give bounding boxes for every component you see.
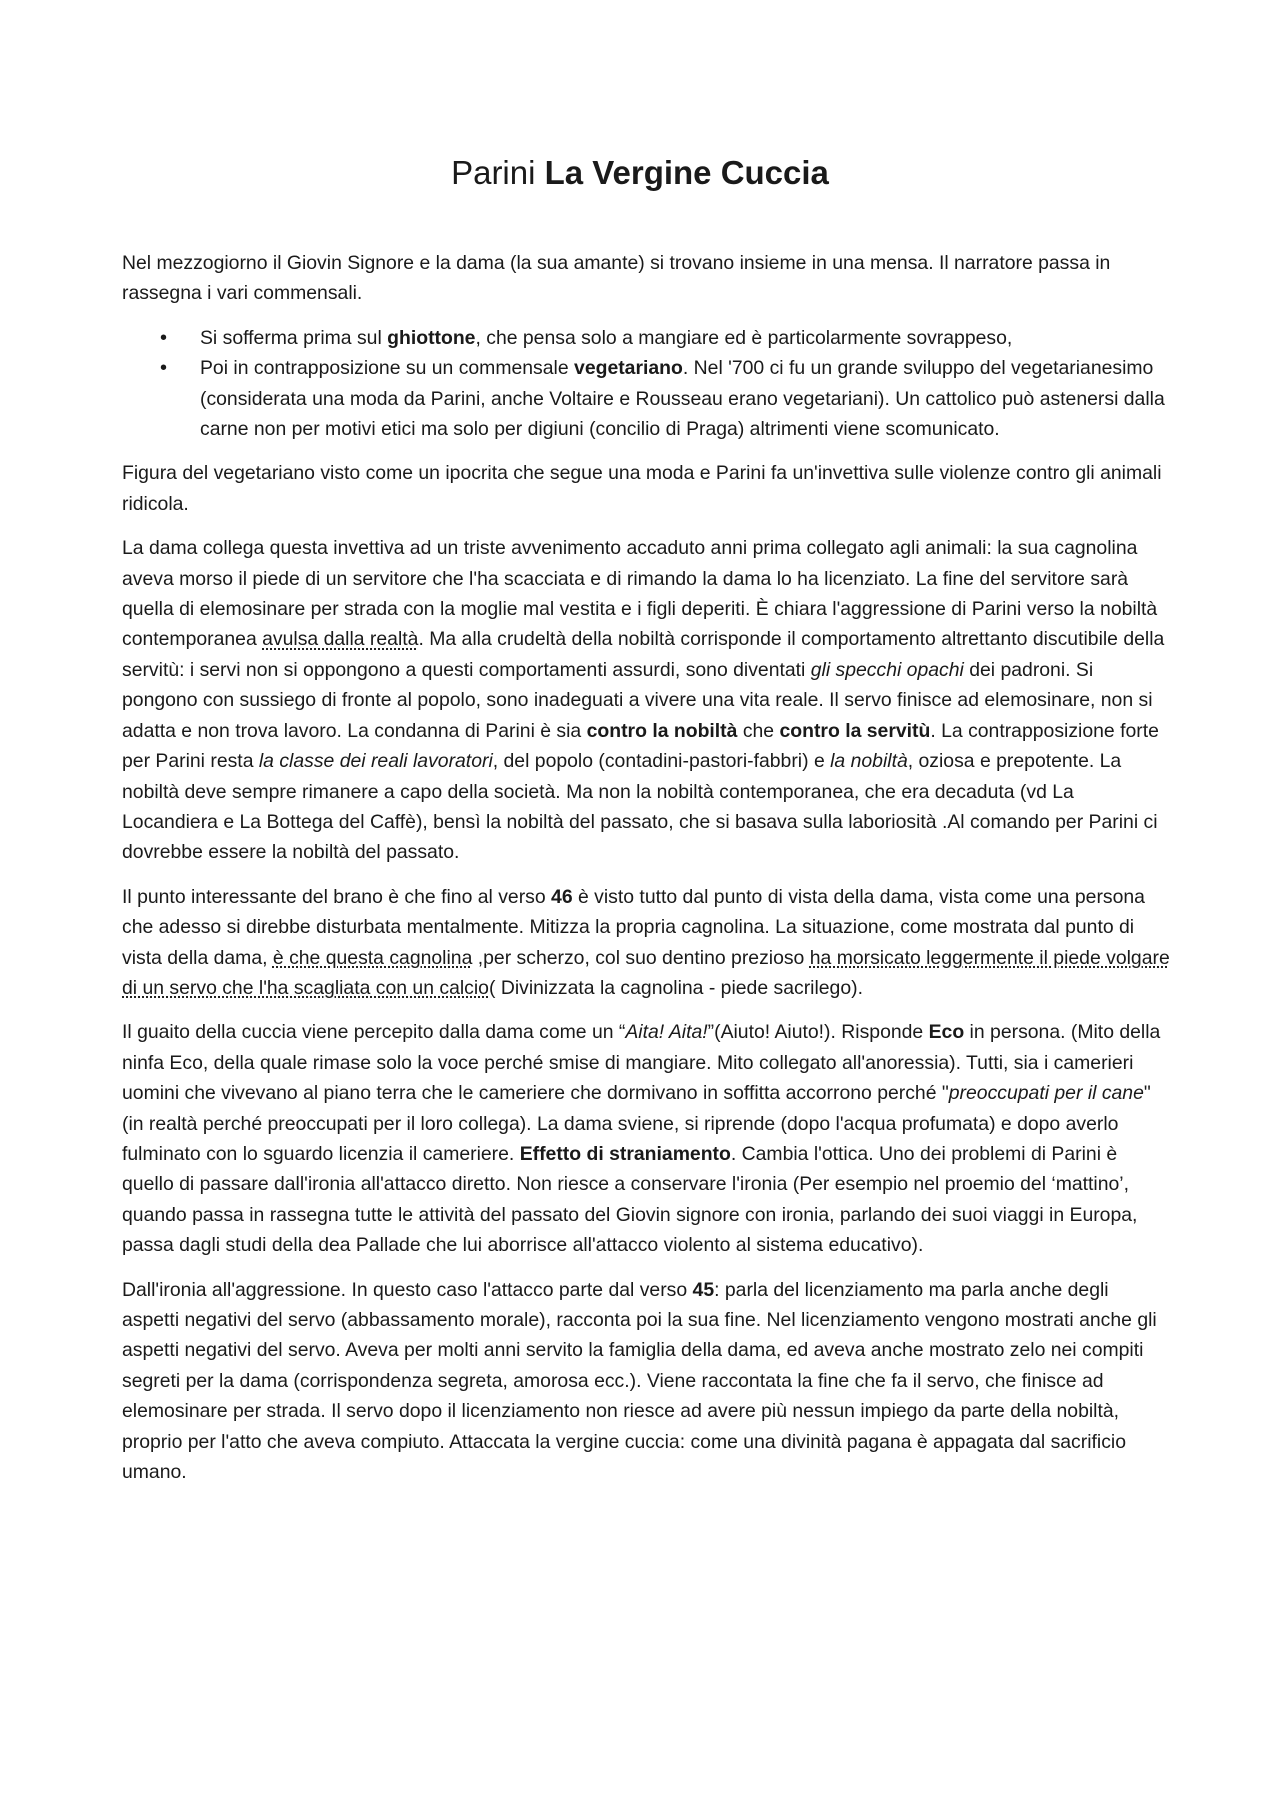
p3-italic: la classe dei reali lavoratori: [258, 750, 493, 773]
bullet-list: [122, 323, 1170, 445]
paragraph-3: [122, 533, 1170, 867]
bullet-bold: vegetariano: [574, 357, 683, 380]
bullet-item: [200, 323, 1170, 353]
p4-underlined: è che questa cagnolina: [272, 946, 473, 969]
p3-text: La dama collega questa invettiva ad un triste avvenimento accaduto anni prima collegato agli animali: la sua cagnolina aveva morso il piede di un servitore che l'ha scacciata e di rimando la dama lo ha licenziato. La fine del servitore sarà quella di elemosinare per strada con la moglie mal vestita e i figli deperiti. È chiara l'aggressione di Parini verso la nobiltà contemporanea: [122, 537, 1158, 651]
page-title: [0, 153, 1280, 193]
p3-underlined: avulsa dalla realtà: [262, 628, 419, 651]
paragraph-intro: [122, 248, 1170, 309]
p3-text: che: [737, 719, 780, 742]
p3-text: dei padroni. Si pongono con sussiego di fronte al popolo, sono inadeguati a vivere una vita reale. Il servo finisce ad elemosinare, non si adatta e non trova lavoro. La condanna di Parini è sia: [122, 658, 1153, 742]
p5-text: " (in realtà perché preoccupati per il loro collega). La dama sviene, si riprende (dopo l'acqua profumata) e dopo averlo fulminato con lo sguardo licenzia il cameriere.: [122, 1082, 1151, 1165]
bullet-item: [200, 353, 1170, 444]
intro-text: Nel mezzogiorno il Giovin Signore e la dama (la sua amante) si trovano insieme in una mensa. Il narratore passa in rassegna i vari commensali.: [122, 252, 1111, 305]
document-body: [122, 248, 1170, 1501]
p3-bold: contro la servitù: [779, 719, 931, 742]
p5-text: ”(Aiuto! Aiuto!). Risponde: [707, 1021, 929, 1044]
p3-italic: gli specchi opachi: [810, 658, 964, 681]
bullet-text: . Nel '700 ci fu un grande sviluppo del vegetarianesimo (considerata una moda da Parini, anche Voltaire e Rousseau erano vegetariani). Un cattolico può astenersi dalla carne non per motivi etici ma solo per digiuni (concilio di Praga) altrimenti viene scomunicato.: [200, 357, 1165, 441]
bullet-text: Si sofferma prima sul: [200, 326, 388, 349]
p3-text: . La contrapposizione forte per Parini resta: [122, 719, 1159, 773]
p5-text: in persona. (Mito della ninfa Eco, della quale rimase solo la voce perché smise di mangiare. Mito collegato all'anoressia). Tutti, sia i camerieri uomini che vivevano al piano terra che le cameriere che dormivano in soffitta accorrono perché ": [122, 1021, 1161, 1105]
p3-text: . Ma alla crudeltà della nobiltà corrisponde il comportamento altrettanto discutibile della servitù: i servi non si oppongono a questi comportamenti assurdi, sono diventati: [122, 628, 1165, 681]
p4-text: è visto tutto dal punto di vista della dama, vista come una persona che adesso si direbbe disturbata mentalmente. Mitizza la propria cagnolina. La situazione, come mostrata dal punto di vista della dama,: [122, 885, 1145, 969]
p3-bold: contro la nobiltà: [586, 719, 738, 742]
p3-text: , oziosa e prepotente. La nobiltà deve sempre rimanere a capo della società. Ma non la nobiltà contemporanea, che era decaduta (vd La Locandiera e La Bottega del Caffè), bensì la nobiltà del passato, che si basava sulla laboriosità .Al comando per Parini ci dovrebbe essere la nobiltà del passato.: [122, 750, 1158, 864]
title-normal: Parini: [451, 154, 536, 191]
p2-text: Figura del vegetariano visto come un ipocrita che segue una moda e Parini fa un'invettiva sulle violenze contro gli animali ridicola.: [122, 462, 1162, 515]
p4-underlined: ha morsicato leggermente il piede volgare di un servo che l'ha scagliata con un calcio: [122, 946, 1170, 999]
bullet-bold: ghiottone: [387, 326, 476, 349]
p4-bold: 46: [551, 885, 573, 908]
p5-italic: Aita! Aita!: [625, 1021, 708, 1044]
title-bold: La Vergine Cuccia: [544, 154, 829, 191]
p5-bold: Effetto di straniamento: [519, 1142, 731, 1165]
p4-text: ,per scherzo, col suo dentino prezioso: [472, 946, 810, 969]
p3-italic: la nobiltà: [830, 750, 908, 773]
bullet-text: Poi in contrapposizione su un commensale: [200, 357, 575, 380]
paragraph-4: [122, 882, 1170, 1004]
p6-text: : parla del licenziamento ma parla anche degli aspetti negativi del servo (abbassamento morale), racconta poi la sua fine. Nel licenziamento vengono mostrati anche gli aspetti negativi del servo. Aveva per molti anni servito la famiglia della dama, ed aveva anche mostrato zelo nei compiti segreti per la dama (corrispondenza segreta, amorosa ecc.). Viene raccontata la fine che fa il servo, che finisce ad elemosinare per strada. Il servo dopo il licenziamento non riesce ad avere più nessun impiego da parte della nobiltà, proprio per l'atto che aveva compiuto. Attaccata la vergine cuccia: come una divinità pagana è appagata dal sacrificio umano.: [122, 1278, 1157, 1484]
p4-text: Il punto interessante del brano è che fino al verso: [122, 885, 552, 908]
p5-text: Il guaito della cuccia viene percepito dalla dama come un “: [122, 1021, 626, 1044]
p6-bold: 45: [692, 1278, 715, 1301]
bullet-text: , che pensa solo a mangiare ed è particolarmente sovrappeso,: [475, 326, 1013, 349]
p5-italic: preoccupati per il cane: [948, 1082, 1144, 1105]
p4-text: ( Divinizzata la cagnolina - piede sacrilego).: [488, 976, 863, 999]
paragraph-2: [122, 458, 1170, 519]
paragraph-5: [122, 1017, 1170, 1260]
p6-text: Dall'ironia all'aggressione. In questo caso l'attacco parte dal verso: [122, 1278, 693, 1301]
p3-text: , del popolo (contadini-pastori-fabbri) e: [492, 750, 831, 773]
p5-bold: Eco: [928, 1021, 965, 1044]
p5-text: . Cambia l'ottica. Uno dei problemi di Parini è quello di passare dall'ironia all'attacco diretto. Non riesce a conservare l'ironia (Per esempio nel proemio del ‘mattino’, quando passa in rassegna tutte le attività del passato del Giovin signore con ironia, parlando dei suoi viaggi in Europa, passa dagli studi della dea Pallade che lui aborrisce all'attacco violento al sistema educativo).: [122, 1142, 1138, 1257]
paragraph-6: [122, 1275, 1170, 1488]
